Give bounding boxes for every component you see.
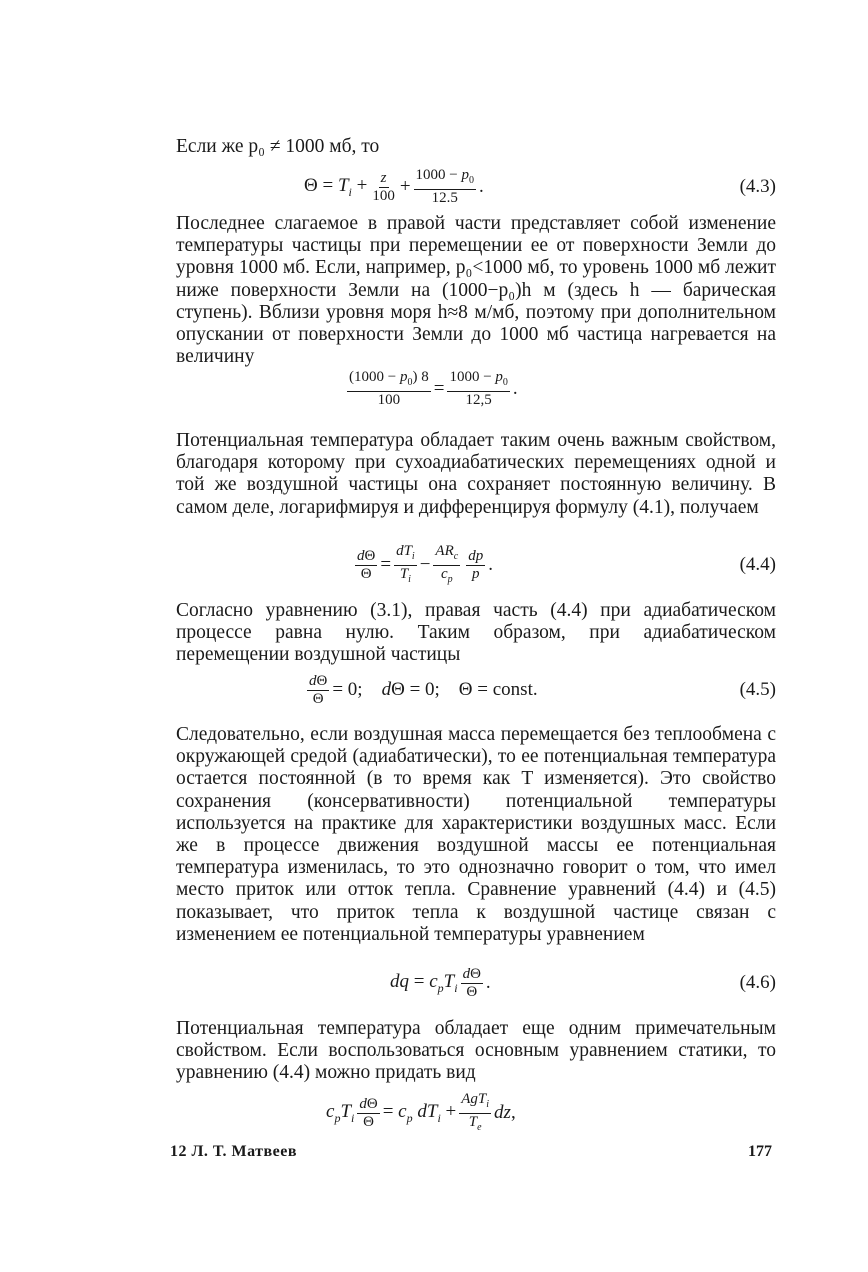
page-number: 177 <box>748 1143 772 1160</box>
equation-4-5-body: $\frac{d\Theta}{\Theta}$ = 0; dΘ = 0; Θ = const. <box>309 672 538 707</box>
paragraph-4 <box>176 600 776 667</box>
equation-statics <box>176 1090 776 1136</box>
equation-4-6-body: dq = $c_pT_i$ $\frac{d\Theta}{\Theta}$ . <box>390 965 491 1000</box>
footer-signature: 12 Л. Т. Матвеев <box>170 1143 298 1160</box>
paragraph-6-text: Потенциальная температура обладает еще одним примечательным свойством. Если воспользоваться основным уравнением статики, то уравнению (4.4) можно придать вид <box>176 1018 776 1084</box>
equation-4-3 <box>176 164 776 210</box>
equation-4-3-body: $\Theta = T_i$ + $\frac{z}{100}$ + $\frac{1000 - p_0}{12.5}$ . <box>304 167 484 206</box>
equation-4-5 <box>176 667 776 713</box>
paragraph-3-text: Потенциальная температура обладает таким очень важным свойством, благодаря которому при сухоадиабатических перемещениях одной и той же воздушной частицы она сохраняет постоянную величину. В самом деле, логарифмируя и дифференцируя формулу (4.1), получаем <box>176 430 776 518</box>
equation-4-4-number: (4.4) <box>739 554 776 575</box>
paragraph-3 <box>176 430 776 519</box>
paragraph-5-text: Следовательно, если воздушная масса перемещается без теплообмена с окружающей средой (адиабатически), то ее потенциальная температура остается постоянной (в то время как T изменяется). Это свойство сохранения (консервативности) потенциальной температуры используется на практике для характеристики воздушных масс. Если же в процессе движения воздушной массы ее потенциальная температура изменилась, то это однозначно говорит о том, что имел место приток или отток тепла. Сравнение уравнений (4.4) и (4.5) показывает, что приток тепла к воздушной частице связан с изменением ее потенциальной температуры уравнением <box>176 724 776 945</box>
equation-4-5-number: (4.5) <box>739 679 776 700</box>
equation-heating <box>176 366 776 412</box>
paragraph-6 <box>176 1018 776 1085</box>
paragraph-1 <box>176 136 776 158</box>
equation-heating-body: $\frac{(1000 - p_0) 8}{100}$ = $\frac{1000 - p_0}{12,5}$ . <box>349 369 518 408</box>
equation-4-6-number: (4.6) <box>739 972 776 993</box>
paragraph-1-text: Если же p₀ ≠ 1000 мб, то <box>176 136 380 157</box>
paragraph-2 <box>176 213 776 368</box>
paragraph-5 <box>176 724 776 946</box>
paragraph-4-text: Согласно уравнению (3.1), правая часть (4.4) при адиабатическом процессе равна нулю. Таким образом, при адиабатическом перемещении воздушной частицы <box>176 600 776 666</box>
equation-4-6 <box>176 960 776 1006</box>
equation-4-3-number: (4.3) <box>739 176 776 197</box>
equation-statics-body: $c_pT_i$ $\frac{d\Theta}{\Theta}$ = $c_p$ $dT_i$ + $\frac{AgT_i}{T_e}$ dz, <box>326 1090 516 1133</box>
equation-4-4-body: $\frac{d\Theta}{\Theta}$ = $\frac{dT_i}{T_i}$ − $\frac{AR_c}{c_p}$ $\frac{dp}{p}$ . <box>357 542 493 585</box>
equation-4-4 <box>176 542 776 588</box>
paragraph-2-text: Последнее слагаемое в правой части представляет собой изменение температуры частицы при перемещении ее от поверхности Земли до уровня 1000 мб. Если, например, p₀<1000 мб, то уровень 1000 мб лежит ниже поверхности Земли на (1000−p₀)h м (здесь h — барическая ступень). Вблизи уровня моря h≈8 м/мб, поэтому при дополнительном опускании от поверхности Земли до 1000 мб частица нагревается на величину <box>176 213 776 368</box>
